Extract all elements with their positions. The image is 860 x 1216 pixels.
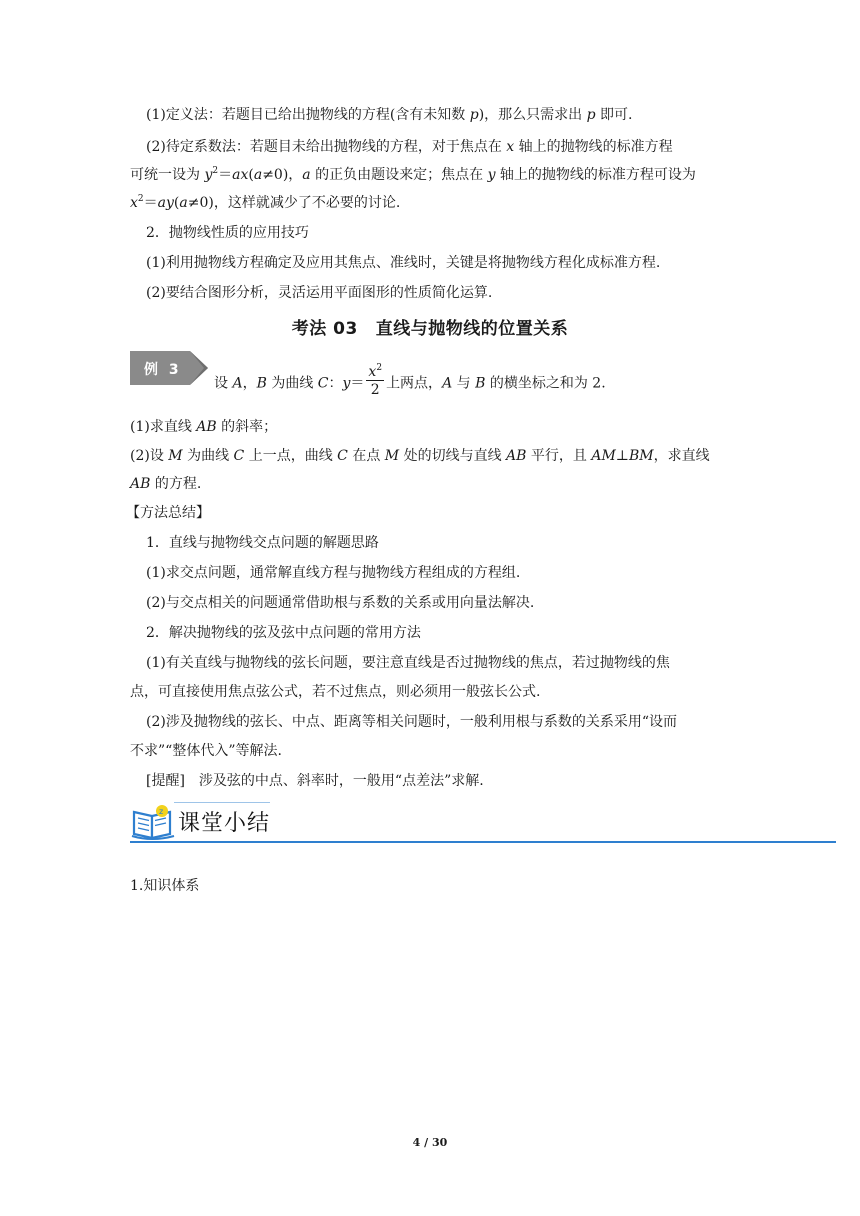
page-number: 4 / 30 — [412, 1136, 448, 1149]
example-stem: 设 A，B 为曲线 C：y＝ $\frac{x^2}{2}$ 上两点，A 与 B 的横坐标之和为 2. — [214, 363, 606, 398]
tip-heading: 2．抛物线性质的应用技巧 — [146, 225, 309, 241]
example-badge: 例 3 — [130, 351, 210, 385]
question-2-line1: (2)设 M 为曲线 C 上一点，曲线 C 在点 M 处的切线与直线 AB 平行，且 AM⊥BM，求直线 — [130, 448, 710, 464]
undetermined-method-line2: 可统一设为 $y^2=ax(a\ne 0)$，a 的正负由题设来定；焦点在 y 轴上的抛物线的标准方程可设为 — [130, 166, 696, 183]
undetermined-method-line1: (2)待定系数法：若题目未给出抛物线的方程，对于焦点在 x 轴上的抛物线的标准方程 — [146, 139, 673, 155]
summary-h1: 1．直线与抛物线交点问题的解题思路 — [146, 535, 379, 551]
question-1: (1)求直线 AB 的斜率； — [130, 419, 278, 435]
definition-method: (1)定义法：若题目已给出抛物线的方程(含有未知数 p)，那么只需求出 p 即可. — [146, 107, 633, 123]
knowledge-system: 1.知识体系 — [130, 878, 200, 894]
open-book-icon — [130, 802, 176, 842]
summary-h2-1b: 点，可直接使用焦点弦公式，若不过焦点，则必须用一般弦长公式. — [130, 684, 541, 700]
method-summary-heading: 【方法总结】 — [126, 505, 210, 521]
tip-1: (1)利用抛物线方程确定及应用其焦点、准线时，关键是将抛物线方程化成标准方程. — [146, 255, 661, 271]
summary-h2: 2．解决抛物线的弦及弦中点问题的常用方法 — [146, 625, 421, 641]
undetermined-method-line3: $x^2=ay(a\ne 0)$，这样就减少了不必要的讨论. — [130, 194, 401, 211]
fraction-x2-over-2: $\frac{x^2}{2}$ — [368, 363, 383, 398]
class-summary-header — [130, 800, 836, 846]
section-title: 考法 03 直线与抛物线的位置关系 — [291, 319, 569, 339]
summary-h1-2: (2)与交点相关的问题通常借助根与系数的关系或用向量法解决. — [146, 595, 535, 611]
question-2-line2: AB 的方程. — [130, 476, 202, 492]
tip-2: (2)要结合图形分析，灵活运用平面图形的性质简化运算. — [146, 285, 493, 301]
summary-h2-2a: (2)涉及抛物线的弦长、中点、距离等相关问题时，一般利用根与系数的关系采用“设而 — [146, 714, 677, 730]
summary-remind: [提醒] 涉及弦的中点、斜率时，一般用“点差法”求解. — [146, 773, 484, 789]
summary-h2-1a: (1)有关直线与抛物线的弦长问题，要注意直线是否过抛物线的焦点，若过抛物线的焦 — [146, 655, 670, 671]
svg-text:z: z — [159, 807, 164, 816]
class-summary-title: 课堂小结 — [178, 811, 271, 836]
summary-h2-2b: 不求”“整体代入”等解法. — [130, 743, 282, 759]
summary-h1-1: (1)求交点问题，通常解直线方程与抛物线方程组成的方程组. — [146, 565, 521, 581]
section-divider — [130, 841, 836, 843]
